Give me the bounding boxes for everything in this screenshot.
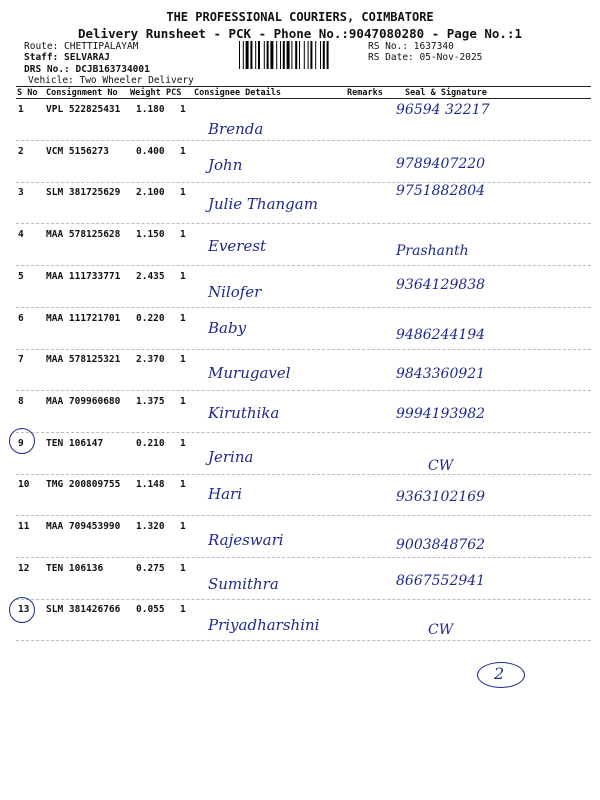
table-row <box>16 517 591 558</box>
row-signature: 96594 32217 <box>396 102 490 118</box>
table-row <box>16 100 591 141</box>
row-pcs: 1 <box>180 395 186 407</box>
handwritten-page-number: 2 <box>494 664 505 683</box>
row-signature: 9003848762 <box>396 537 486 553</box>
column-seal-signature: Seal & Signature <box>405 88 487 98</box>
row-sno: 2 <box>18 145 24 157</box>
row-9-circle-mark <box>9 428 35 454</box>
row-consignee-name: John <box>208 155 243 174</box>
row-signature: Prashanth <box>396 243 469 260</box>
row-pcs: 1 <box>180 354 186 366</box>
row-weight: 2.100 <box>136 187 165 199</box>
row-consignee-name: Nilofer <box>208 282 262 301</box>
row-sno: 3 <box>18 187 24 199</box>
table-row <box>16 559 591 600</box>
row-pcs: 1 <box>180 437 186 449</box>
column-weight: Weight <box>130 88 161 98</box>
row-sno: 12 <box>18 562 30 574</box>
row-consignment-no: VPL 522825431 <box>46 104 121 115</box>
header-bottom-rule <box>16 98 591 99</box>
table-row <box>16 309 591 350</box>
barcode-image <box>238 41 364 69</box>
row-signature: 9751882804 <box>396 183 486 200</box>
row-signature: CW <box>428 457 454 474</box>
row-separator <box>16 640 591 641</box>
row-consignee-name: Rajeswari <box>208 531 284 549</box>
row-sno: 9 <box>18 437 24 449</box>
vehicle-label: Vehicle: Two Wheeler Delivery <box>28 75 194 86</box>
row-pcs: 1 <box>180 187 186 199</box>
row-weight: 1.375 <box>136 395 165 407</box>
row-pcs: 1 <box>180 229 186 241</box>
row-pcs: 1 <box>180 312 186 324</box>
column-pcs: PCS <box>166 88 182 98</box>
row-consignee-name: Everest <box>208 237 267 256</box>
table-row <box>16 475 591 516</box>
row-consignment-no: VCM 5156273 <box>46 145 109 157</box>
row-weight: 1.320 <box>136 521 165 532</box>
row-signature: 9789407220 <box>396 155 486 172</box>
row-consignee-name: Sumithra <box>208 574 279 593</box>
row-signature: 9843360921 <box>396 366 486 383</box>
row-consignee-name: Jerina <box>208 447 254 466</box>
row-consignment-no: TEN 106136 <box>46 562 104 574</box>
row-sno: 13 <box>18 604 30 616</box>
row-consignment-no: TEN 106147 <box>46 437 104 449</box>
row-signature: 9363102169 <box>396 489 486 506</box>
table-row <box>16 392 591 433</box>
row-sno: 6 <box>18 312 24 324</box>
row-consignee-name: Kiruthika <box>208 403 280 422</box>
row-consignee-name: Murugavel <box>208 364 291 383</box>
table-row <box>16 225 591 266</box>
table-row <box>16 350 591 391</box>
row-consignment-no: TMG 200809755 <box>46 479 121 491</box>
row-consignment-no: MAA 578125321 <box>46 354 121 366</box>
row-pcs: 1 <box>180 562 186 574</box>
row-13-circle-mark <box>9 597 35 623</box>
row-weight: 2.370 <box>136 354 165 366</box>
company-title: THE PROFESSIONAL COURIERS, COIMBATORE <box>166 10 434 24</box>
row-sno: 8 <box>18 395 24 407</box>
row-weight: 0.275 <box>136 562 165 574</box>
row-pcs: 1 <box>180 479 186 491</box>
row-pcs: 1 <box>180 604 186 616</box>
row-sno: 4 <box>18 229 24 241</box>
table-row <box>16 600 591 641</box>
row-signature: 9994193982 <box>396 405 486 422</box>
table-row <box>16 434 591 475</box>
row-consignment-no: MAA 709960680 <box>46 395 121 407</box>
row-weight: 0.400 <box>136 145 165 157</box>
row-pcs: 1 <box>180 521 186 532</box>
row-consignee-name: Julie Thangam <box>208 195 318 214</box>
header-top-rule <box>16 86 591 87</box>
drs-label: DRS No.: DCJB163734001 <box>24 64 150 75</box>
column-consignee: Consignee Details <box>194 88 281 98</box>
row-consignee-name: Brenda <box>208 120 264 138</box>
column-consignment: Consignment No <box>46 88 118 98</box>
row-sno: 1 <box>18 104 24 115</box>
table-row <box>16 142 591 183</box>
row-consignee-name: Hari <box>208 485 242 504</box>
row-consignee-name: Baby <box>208 318 247 337</box>
table-row <box>16 267 591 308</box>
row-weight: 0.055 <box>136 604 165 616</box>
row-sno: 7 <box>18 354 24 366</box>
row-weight: 0.210 <box>136 437 165 449</box>
row-sno: 5 <box>18 270 24 282</box>
row-pcs: 1 <box>180 104 186 115</box>
route-label: Route: CHETTIPALAYAM <box>24 41 139 52</box>
column-remarks: Remarks <box>347 88 383 98</box>
rs-date: RS Date: 05-Nov-2025 <box>368 52 483 63</box>
row-signature: 9364129838 <box>396 276 486 293</box>
row-weight: 0.220 <box>136 312 165 324</box>
rs-number: RS No.: 1637340 <box>368 41 454 52</box>
column-sno: S No <box>17 88 38 98</box>
staff-label: Staff: SELVARAJ <box>24 52 110 63</box>
row-signature: CW <box>428 622 454 639</box>
row-weight: 1.148 <box>136 479 165 491</box>
row-consignment-no: SLM 381426766 <box>46 604 121 616</box>
row-sno: 10 <box>18 479 30 491</box>
row-consignment-no: SLM 381725629 <box>46 187 121 199</box>
row-consignment-no: MAA 111733771 <box>46 270 121 282</box>
runsheet-subtitle: Delivery Runsheet - PCK - Phone No.:9047080280 - Page No.:1 <box>77 26 522 41</box>
row-sno: 11 <box>18 521 30 532</box>
row-weight: 2.435 <box>136 270 165 282</box>
row-weight: 1.150 <box>136 229 165 241</box>
row-pcs: 1 <box>180 145 186 157</box>
row-consignment-no: MAA 111721701 <box>46 312 121 324</box>
row-pcs: 1 <box>180 270 186 282</box>
row-signature: 9486244194 <box>396 326 486 343</box>
row-consignment-no: MAA 709453990 <box>46 521 121 532</box>
row-consignment-no: MAA 578125628 <box>46 229 121 241</box>
row-weight: 1.180 <box>136 104 165 115</box>
row-signature: 8667552941 <box>396 572 486 589</box>
row-consignee-name: Priyadharshini <box>208 616 320 635</box>
table-row <box>16 183 591 224</box>
